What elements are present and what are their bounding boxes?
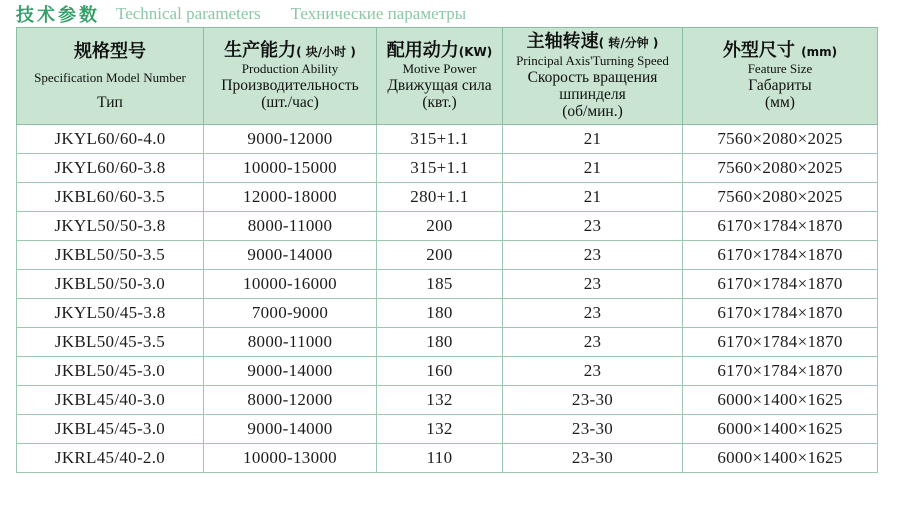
technical-parameters-table — [16, 27, 878, 473]
cell-speed: 23 — [503, 269, 683, 298]
header-ru-unit: (шт./час) — [261, 94, 319, 112]
header-ru: Движущая сила — [387, 77, 492, 95]
cell-speed: 23-30 — [503, 385, 683, 414]
cell-production: 8000-12000 — [204, 385, 377, 414]
cell-model: JKYL50/50-3.8 — [17, 211, 204, 240]
cell-speed: 23 — [503, 327, 683, 356]
cell-size: 6000×1400×1625 — [683, 414, 878, 443]
cell-power: 180 — [377, 298, 503, 327]
table-row — [17, 298, 878, 327]
cell-speed: 23 — [503, 298, 683, 327]
cell-power: 200 — [377, 211, 503, 240]
cell-size: 6170×1784×1870 — [683, 269, 878, 298]
cell-model: JKBL60/60-3.5 — [17, 182, 204, 211]
cell-production: 10000-16000 — [204, 269, 377, 298]
cell-speed: 23 — [503, 356, 683, 385]
cell-size: 6170×1784×1870 — [683, 211, 878, 240]
cell-speed: 21 — [503, 153, 683, 182]
cell-production: 9000-14000 — [204, 414, 377, 443]
cell-size: 6000×1400×1625 — [683, 385, 878, 414]
col-header-production — [204, 28, 377, 125]
cell-power: 315+1.1 — [377, 153, 503, 182]
header-en: Specification Model Number — [34, 70, 186, 85]
cell-power: 180 — [377, 327, 503, 356]
header-row — [17, 28, 878, 125]
table-row — [17, 327, 878, 356]
cell-size: 6170×1784×1870 — [683, 240, 878, 269]
col-header-speed — [503, 28, 683, 125]
cell-size: 7560×2080×2025 — [683, 182, 878, 211]
header-zh: 配用动力 — [386, 39, 459, 61]
cell-speed: 23-30 — [503, 443, 683, 472]
cell-production: 10000-15000 — [204, 153, 377, 182]
table-row — [17, 414, 878, 443]
cell-size: 6000×1400×1625 — [683, 443, 878, 472]
header-en: Motive Power — [402, 61, 477, 77]
cell-production: 9000-14000 — [204, 240, 377, 269]
header-zh-unit: ( 转/分钟 ) — [598, 36, 659, 50]
cell-model: JKBL50/50-3.0 — [17, 269, 204, 298]
cell-production: 9000-12000 — [204, 124, 377, 153]
table-row — [17, 269, 878, 298]
table-row — [17, 356, 878, 385]
header-ru-unit: (об/мин.) — [562, 102, 623, 120]
header-zh: 主轴转速 — [526, 31, 599, 52]
table-body — [17, 124, 878, 472]
cell-model: JKYL50/45-3.8 — [17, 298, 204, 327]
cell-size: 7560×2080×2025 — [683, 124, 878, 153]
cell-size: 7560×2080×2025 — [683, 153, 878, 182]
header-zh: 生产能力 — [224, 39, 297, 61]
title-english: Technical parameters — [116, 3, 261, 23]
header-ru: Производительность — [221, 77, 359, 95]
title-chinese: 技术参数 — [16, 4, 100, 26]
header-zh-unit: (mm) — [801, 44, 838, 59]
cell-size: 6170×1784×1870 — [683, 327, 878, 356]
cell-model: JKBL45/45-3.0 — [17, 414, 204, 443]
header-ru: Тип — [97, 93, 123, 111]
cell-speed: 21 — [503, 182, 683, 211]
cell-model: JKYL60/60-3.8 — [17, 153, 204, 182]
table-row — [17, 240, 878, 269]
header-ru: Скорость вращения шпинделя — [527, 68, 658, 103]
header-en: Production Ability — [241, 61, 339, 77]
cell-speed: 21 — [503, 124, 683, 153]
cell-speed: 23 — [503, 211, 683, 240]
cell-production: 9000-14000 — [204, 356, 377, 385]
cell-speed: 23 — [503, 240, 683, 269]
header-en: Principal Axis'Turning Speed — [516, 52, 669, 68]
cell-production: 8000-11000 — [204, 327, 377, 356]
cell-power: 110 — [377, 443, 503, 472]
cell-model: JKBL50/50-3.5 — [17, 240, 204, 269]
header-ru-unit: (квт.) — [422, 94, 457, 112]
header-zh-unit: ( 块/小时 ) — [296, 44, 356, 59]
cell-model: JKBL45/40-3.0 — [17, 385, 204, 414]
cell-model: JKBL50/45-3.5 — [17, 327, 204, 356]
cell-speed: 23-30 — [503, 414, 683, 443]
table-row — [17, 443, 878, 472]
cell-production: 8000-11000 — [204, 211, 377, 240]
table-row — [17, 211, 878, 240]
cell-production: 7000-9000 — [204, 298, 377, 327]
col-header-power — [377, 28, 503, 125]
cell-production: 12000-18000 — [204, 182, 377, 211]
col-header-model — [17, 28, 204, 125]
cell-power: 200 — [377, 240, 503, 269]
title-russian: Технические параметры — [290, 3, 467, 23]
cell-power: 160 — [377, 356, 503, 385]
cell-model: JKYL60/60-4.0 — [17, 124, 204, 153]
header-zh-unit: (KW) — [458, 44, 493, 59]
cell-size: 6170×1784×1870 — [683, 298, 878, 327]
header-zh: 规格型号 — [74, 41, 146, 63]
cell-production: 10000-13000 — [204, 443, 377, 472]
header-ru: Габариты — [748, 77, 812, 95]
table-row — [17, 385, 878, 414]
cell-size: 6170×1784×1870 — [683, 356, 878, 385]
cell-power: 315+1.1 — [377, 124, 503, 153]
header-en: Feature Size — [747, 61, 813, 77]
header-ru-unit: (мм) — [765, 94, 795, 112]
table-row — [17, 124, 878, 153]
cell-model: JKBL50/45-3.0 — [17, 356, 204, 385]
header-zh: 外型尺寸 — [722, 39, 795, 61]
cell-power: 280+1.1 — [377, 182, 503, 211]
cell-power: 132 — [377, 385, 503, 414]
cell-model: JKRL45/40-2.0 — [17, 443, 204, 472]
col-header-size — [683, 28, 878, 125]
cell-power: 185 — [377, 269, 503, 298]
table-row — [17, 153, 878, 182]
page-title — [16, 0, 466, 27]
table-row — [17, 182, 878, 211]
cell-power: 132 — [377, 414, 503, 443]
